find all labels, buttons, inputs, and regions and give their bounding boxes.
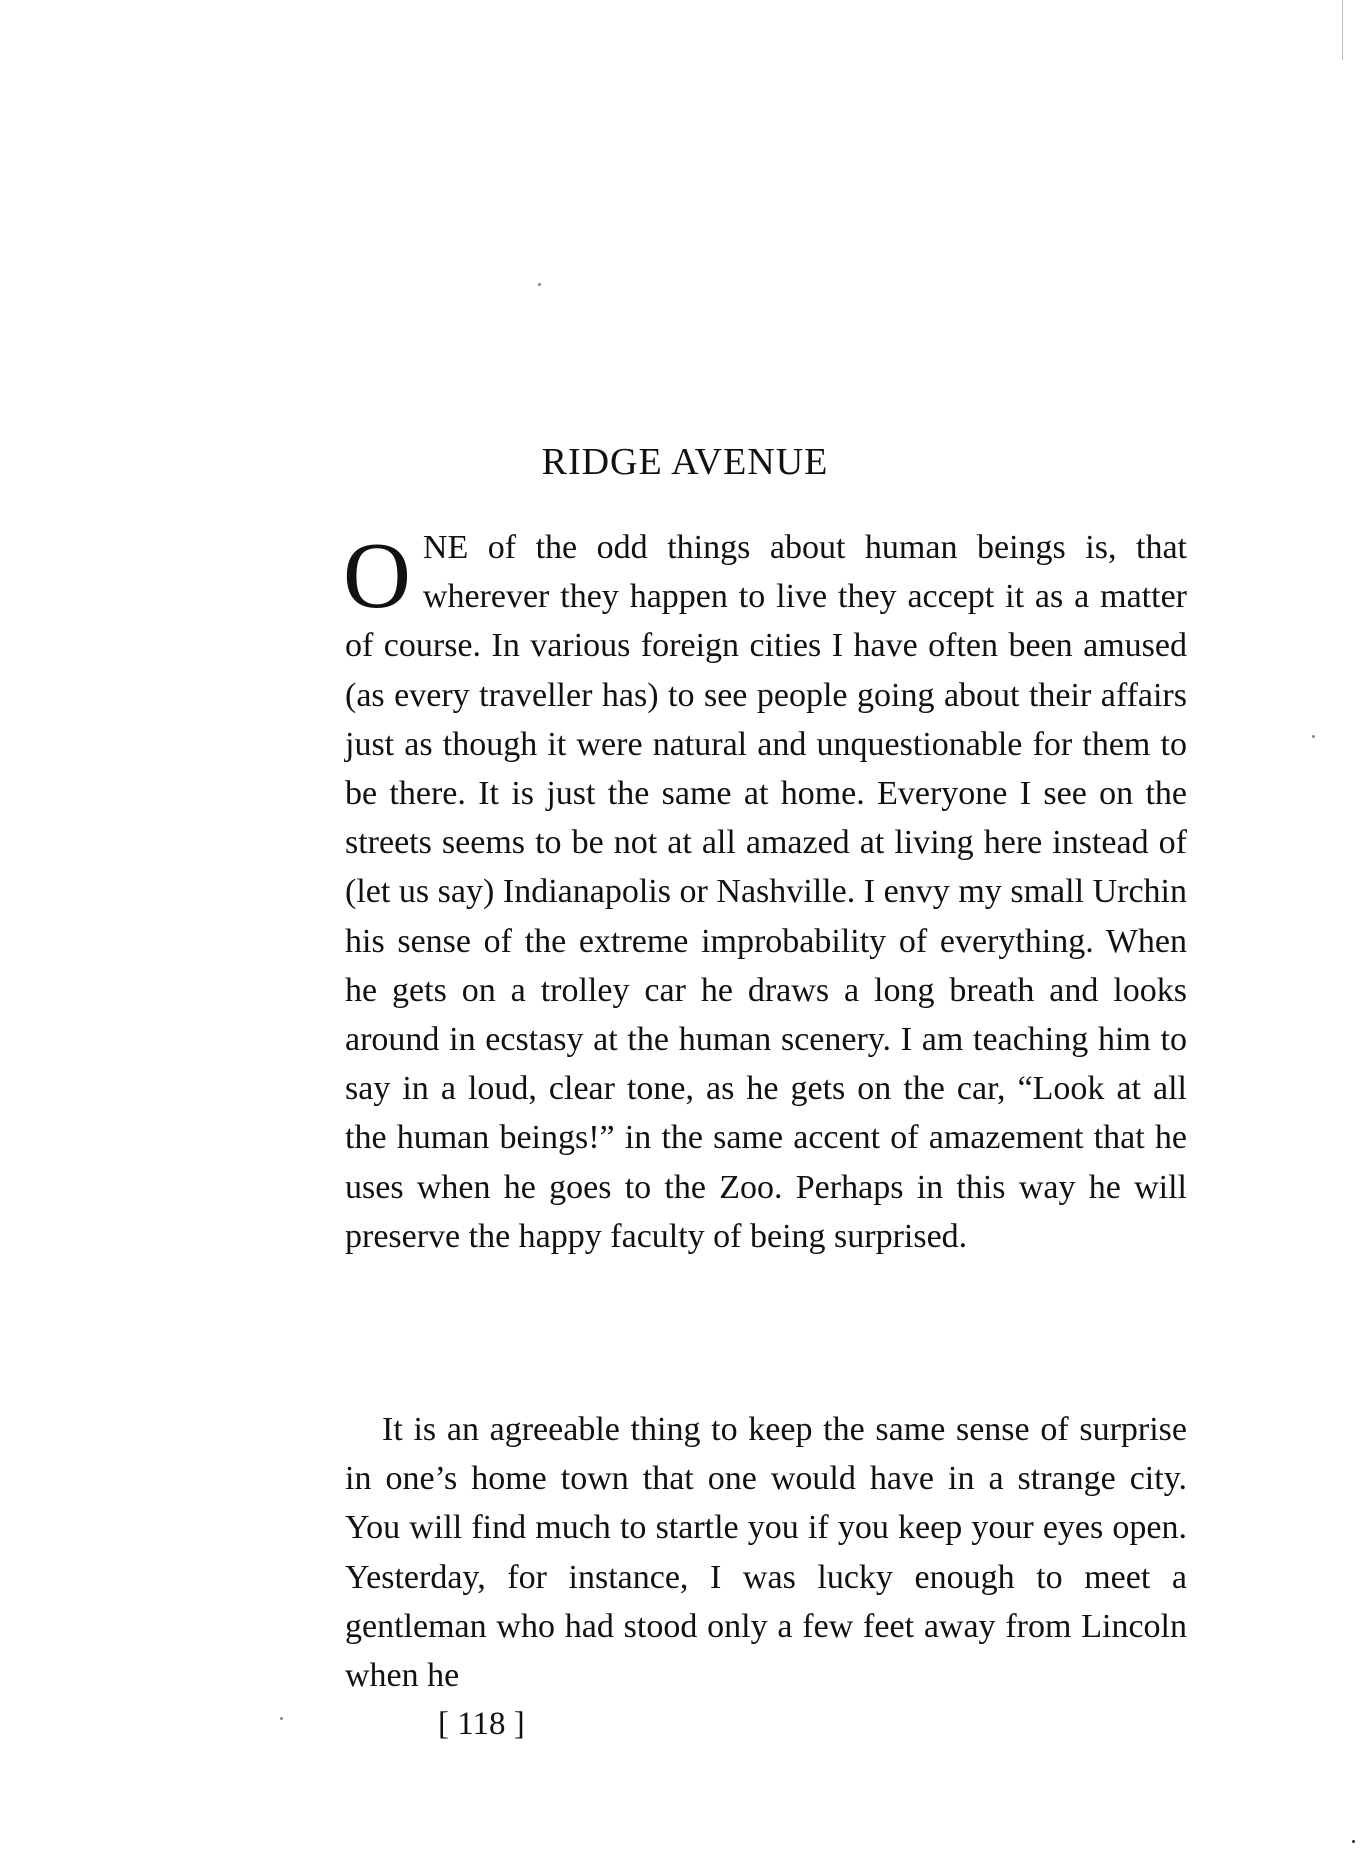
chapter-title: RIDGE AVENUE xyxy=(541,441,829,483)
paragraph-1 xyxy=(345,523,1187,1261)
paragraph-1-text: NE of the odd things about human beings is, that wherever they happen to live they accept it as a matter of course. In various foreign cities I have often been amused (as every traveller has) to see people going about their affairs just as though it were natural and unquestionable for them to be there. It is just the same at home. Everyone I see on the streets seems to be not at all amazed at living here instead of (let us say) Indianapolis or Nashville. I envy my small Urchin his sense of the extreme improbability of everything. When he gets on a trolley car he draws a long breath and looks around in ecstasy at the human scenery. I am teaching him to say in a loud, clear tone, as he gets on the car, “Look at all the human beings!” in the same accent of amazement that he uses when he goes to the Zoo. Perhaps in this way he will preserve the happy faculty of being surprised. xyxy=(345,529,1187,1255)
page-number: [ 118 ] xyxy=(438,1706,525,1742)
scan-speck xyxy=(1352,1840,1355,1843)
drop-cap: O xyxy=(343,524,411,628)
scan-speck xyxy=(538,283,541,286)
scan-edge-mark xyxy=(1342,0,1343,60)
paragraph-2: It is an agreeable thing to keep the same sense of surprise in one’s home town that one would have in a strange city. You will find much to startle you if you keep your eyes open. Yesterday, for instance, I was lucky enough to meet a gentleman who had stood only a few feet away from Lincoln when he xyxy=(345,1411,1187,1695)
scan-speck xyxy=(1312,735,1315,738)
scan-speck xyxy=(280,1717,283,1720)
